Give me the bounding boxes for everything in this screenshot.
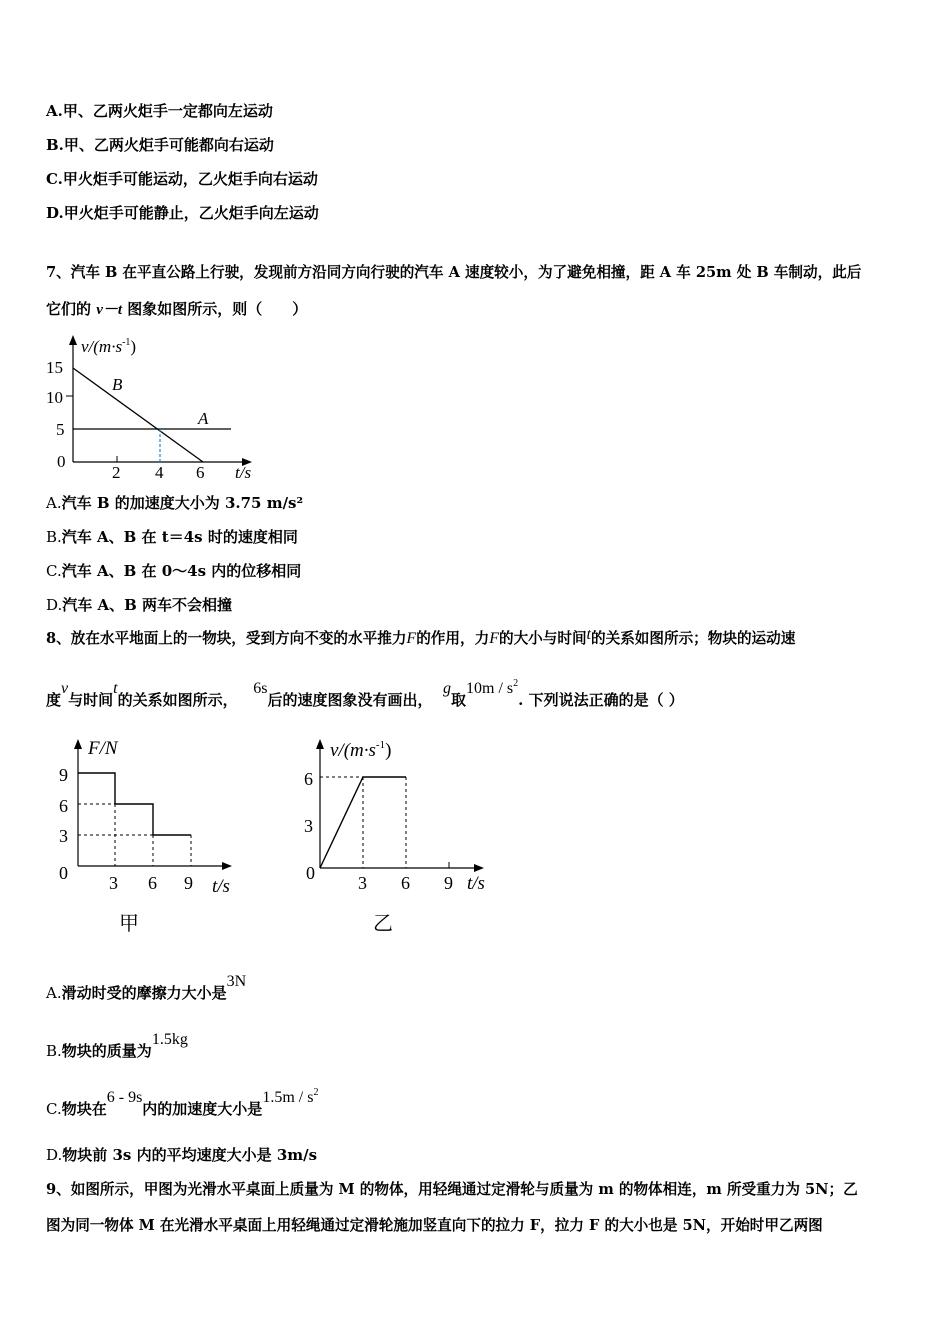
q8v-x-tick-6: 6 xyxy=(401,873,410,893)
q7-y-tick-10: 10 xyxy=(46,388,63,407)
q8f-y-label: F/N xyxy=(88,738,118,759)
q7-y-tick-15: 15 xyxy=(46,358,63,377)
q8v-x-tick-9: 9 xyxy=(444,873,453,893)
q8v-y-arrow xyxy=(316,739,324,749)
q7-option-b: B.汽车 A、B 在 t＝4s 时的速度相同 xyxy=(46,528,298,546)
q7-option-d: D.汽车 A、B 两车不会相撞 xyxy=(46,596,233,614)
q8f-y-tick-3: 3 xyxy=(59,826,68,846)
q7-x-tick-4: 4 xyxy=(155,463,164,482)
q7-vt-graph xyxy=(44,332,264,484)
q8f-x-arrow xyxy=(222,862,232,870)
q7-option-a: A.汽车 B 的加速度大小为 3.75 m/s² xyxy=(46,494,304,512)
q6-option-c: C.甲火炬手可能运动，乙火炬手向右运动 xyxy=(46,170,318,188)
q7-stem-line2: 它们的 v－t 图象如图所示，则（ ） xyxy=(46,300,308,318)
q8v-x-tick-3: 3 xyxy=(358,873,367,893)
q8-option-d: D.物块前 3s 内的平均速度大小是 3m/s xyxy=(46,1146,318,1164)
q8-stem-line1: 8、放在水平地面上的一物块，受到方向不变的水平推力F的作用，力F的大小与时间t的关系如图所示；物块的运动速 xyxy=(46,626,796,647)
q9-stem-line1: 9、如图所示，甲图为光滑水平桌面上质量为 M 的物体，用轻绳通过定滑轮与质量为 m 的物体相连，m 所受重力为 5N；乙 xyxy=(46,1181,858,1198)
q8f-x-tick-6: 6 xyxy=(148,873,157,893)
q7-x-tick-6: 6 xyxy=(196,463,205,482)
q6-option-b: B.甲、乙两火炬手可能都向右运动 xyxy=(46,136,274,154)
q7-y-tick-0: 0 xyxy=(57,452,66,471)
q8f-y-tick-9: 9 xyxy=(59,765,68,785)
q8f-caption: 甲 xyxy=(119,913,139,935)
q8-option-c: C.物块在6 - 9s内的加速度大小是$1.5m / s^2$ xyxy=(46,1087,319,1118)
q8v-x-label: t/s xyxy=(467,873,485,894)
q9-stem-line2: 图为同一物体 M 在光滑水平桌面上用轻绳通过定滑轮施加竖直向下的拉力 F，拉力 F 的大小也是 5N，开始时甲乙两图 xyxy=(46,1217,823,1234)
q8f-y-tick-6: 6 xyxy=(59,796,68,816)
q8v-caption: 乙 xyxy=(373,913,393,935)
q8v-y-tick-6: 6 xyxy=(304,769,313,789)
q8f-x-tick-9: 9 xyxy=(184,873,193,893)
q8-velocity-graph xyxy=(300,735,510,940)
q8-force-graph xyxy=(50,735,260,940)
q8f-y-tick-0: 0 xyxy=(59,863,68,883)
q7-y-tick-5: 5 xyxy=(56,420,65,439)
q8v-y-tick-0: 0 xyxy=(306,863,315,883)
q7-y-label: $v/(m\cdot s^{-1})$ xyxy=(81,337,137,356)
q7-label-b: B xyxy=(112,375,123,394)
q6-option-d: D.甲火炬手可能静止，乙火炬手向左运动 xyxy=(46,204,319,222)
q7-option-c: C.汽车 A、B 在 0～4s 内的位移相同 xyxy=(46,562,302,580)
q7-label-a: A xyxy=(198,409,209,428)
q8f-series-line xyxy=(78,773,191,835)
q8v-x-arrow xyxy=(474,864,484,872)
q8f-x-tick-3: 3 xyxy=(109,873,118,893)
q7-x-label: t/s xyxy=(235,463,252,482)
q8v-y-label: $v/(m\cdot s^{-1})$ xyxy=(330,739,392,761)
q8v-y-tick-3: 3 xyxy=(304,816,313,836)
q8-option-b: B.物块的质量为1.5kg xyxy=(46,1031,188,1060)
q8-stem-line2: 度v与时间t的关系如图所示， 6s后的速度图象没有画出， g取$10m / s^2$. 下列说法正确的是（ ） xyxy=(46,678,684,709)
q8f-y-arrow xyxy=(74,739,82,749)
q7-x-tick-2: 2 xyxy=(112,463,121,482)
q7-stem-line1: 7、汽车 B 在平直公路上行驶，发现前方沿同方向行驶的汽车 A 速度较小，为了避免相撞，距 A 车 25m 处 B 车制动，此后 xyxy=(46,264,862,281)
q7-series-b-line xyxy=(73,368,203,462)
q7-y-arrow xyxy=(69,335,77,345)
q6-option-a: A.甲、乙两火炬手一定都向左运动 xyxy=(46,102,273,120)
q8-option-a: A.滑动时受的摩擦力大小是3N xyxy=(46,973,247,1002)
q8f-x-label: t/s xyxy=(212,876,230,897)
